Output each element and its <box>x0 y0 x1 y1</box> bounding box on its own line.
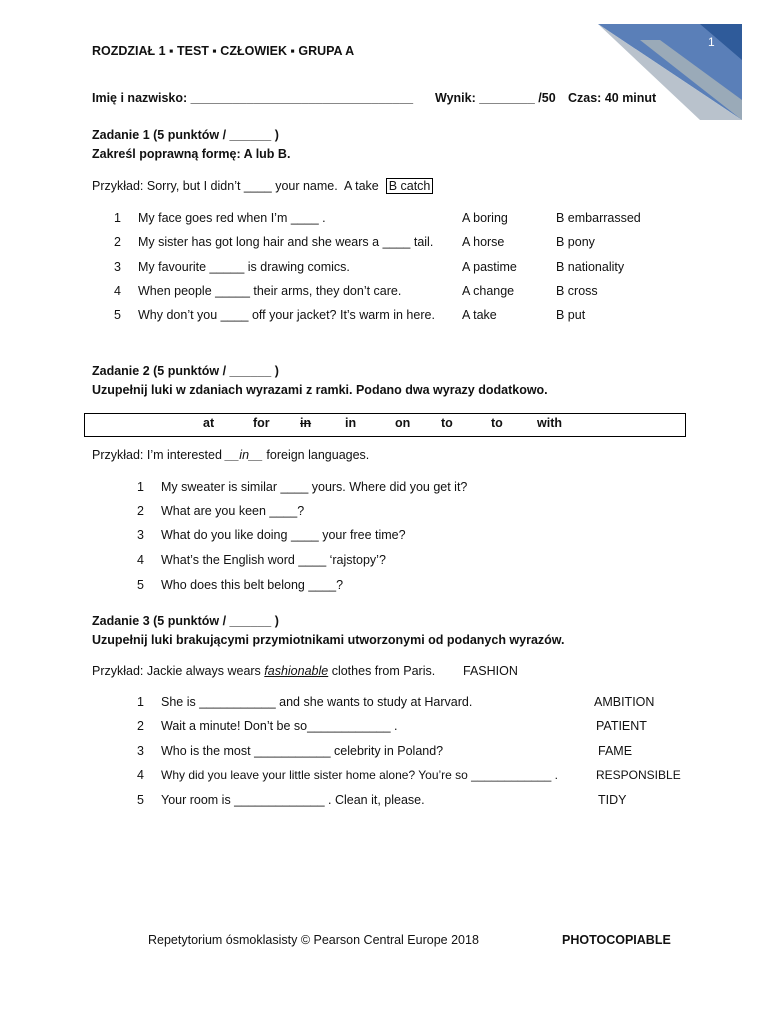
name-field-label: Imię i nazwisko: ________________________________ <box>92 91 414 105</box>
option-a[interactable]: A take <box>462 308 497 322</box>
task1-example-answer: B catch <box>386 178 434 194</box>
word-box-word: on <box>395 416 411 430</box>
task3-instruction: Uzupełnij luki brakującymi przymiotnikami utworzonymi od podanych wyrazów. <box>92 633 565 647</box>
item-text: What do you like doing ____ your free time? <box>161 528 406 542</box>
option-a[interactable]: A pastime <box>462 260 517 274</box>
item-number: 2 <box>114 235 121 249</box>
word-box <box>84 413 686 437</box>
item-number: 5 <box>137 578 144 592</box>
task2-title: Zadanie 2 (5 punktów / ______ ) <box>92 364 279 378</box>
task2-example-answer: __in__ <box>225 448 263 462</box>
item-number: 4 <box>137 768 144 782</box>
item-number: 4 <box>137 553 144 567</box>
item-text: Who does this belt belong ____? <box>161 578 344 592</box>
word-box-word: for <box>253 416 270 430</box>
task1-title: Zadanie 1 (5 punktów / ______ ) <box>92 128 279 142</box>
item-base-word: FAME <box>598 744 633 758</box>
item-text: Wait a minute! Don’t be so____________ . <box>161 719 398 733</box>
task1-instruction: Zakreśl poprawną formę: A lub B. <box>92 147 291 161</box>
item-text: Why don’t you ____ off your jacket? It’s warm in here. <box>138 308 435 322</box>
page-number: 1 <box>708 35 715 49</box>
task3-title: Zadanie 3 (5 punktów / ______ ) <box>92 614 279 628</box>
item-text: Your room is _____________ . Clean it, please. <box>161 793 425 807</box>
item-number: 5 <box>114 308 121 322</box>
corner-decoration <box>0 0 768 130</box>
item-number: 1 <box>137 695 144 709</box>
item-number: 3 <box>137 528 144 542</box>
score-field-label: Wynik: ________ /50 <box>435 91 556 105</box>
item-number: 1 <box>114 211 121 225</box>
word-box-word-used: in <box>300 416 312 430</box>
item-text: My favourite _____ is drawing comics. <box>138 260 350 274</box>
item-number: 1 <box>137 480 144 494</box>
item-number: 2 <box>137 504 144 518</box>
item-base-word: PATIENT <box>596 719 647 733</box>
task2-example-suffix: foreign languages. <box>262 448 370 462</box>
task1-example-text: Przykład: Sorry, but I didn’t ____ your name. A take <box>92 179 379 193</box>
item-number: 5 <box>137 793 144 807</box>
item-text: What are you keen ____? <box>161 504 305 518</box>
option-b[interactable]: B put <box>556 308 586 322</box>
word-box-word: in <box>345 416 357 430</box>
task3-example <box>92 664 435 679</box>
time-label: Czas: 40 minut <box>568 91 657 105</box>
document-header: ROZDZIAŁ 1 ▪ TEST ▪ CZŁOWIEK ▪ GRUPA A <box>92 44 355 58</box>
item-number: 2 <box>137 719 144 733</box>
item-text: What’s the English word ____ ‘rajstopy’? <box>161 553 386 567</box>
item-number: 3 <box>114 260 121 274</box>
footer-copyright: Repetytorium ósmoklasisty © Pearson Central Europe 2018 <box>148 933 479 947</box>
task2-example-prefix: Przykład: I’m interested <box>92 448 226 462</box>
item-text: When people _____ their arms, they don’t care. <box>138 284 402 298</box>
item-text: Why did you leave your little sister home alone? You’re so ____________ . <box>161 768 558 782</box>
task3-example-suffix: clothes from Paris. <box>328 664 436 678</box>
option-b[interactable]: B cross <box>556 284 598 298</box>
option-b[interactable]: B embarrassed <box>556 211 641 225</box>
footer-photocopiable: PHOTOCOPIABLE <box>562 933 671 947</box>
task2-example <box>92 448 369 463</box>
word-box-word: with <box>537 416 562 430</box>
item-number: 4 <box>114 284 121 298</box>
item-text: She is ___________ and she wants to study at Harvard. <box>161 695 473 709</box>
word-box-word: at <box>203 416 215 430</box>
item-text: My sister has got long hair and she wears a ____ tail. <box>138 235 434 249</box>
item-base-word: RESPONSIBLE <box>596 768 681 782</box>
option-a[interactable]: A horse <box>462 235 505 249</box>
item-base-word: AMBITION <box>594 695 655 709</box>
task3-example-answer: fashionable <box>264 664 329 678</box>
word-box-word: to <box>491 416 503 430</box>
word-box-word: to <box>441 416 453 430</box>
item-number: 3 <box>137 744 144 758</box>
option-a[interactable]: A change <box>462 284 515 298</box>
item-text: My face goes red when I’m ____ . <box>138 211 326 225</box>
option-b[interactable]: B pony <box>556 235 595 249</box>
item-base-word: TIDY <box>598 793 627 807</box>
option-a[interactable]: A boring <box>462 211 508 225</box>
task2-instruction: Uzupełnij luki w zdaniach wyrazami z ramki. Podano dwa wyrazy dodatkowo. <box>92 383 548 397</box>
option-b[interactable]: B nationality <box>556 260 625 274</box>
task3-example-prefix: Przykład: Jackie always wears <box>92 664 265 678</box>
task3-example-word: FASHION <box>463 664 518 678</box>
task1-example <box>92 179 433 194</box>
item-text: My sweater is similar ____ yours. Where did you get it? <box>161 480 468 494</box>
item-text: Who is the most ___________ celebrity in Poland? <box>161 744 444 758</box>
